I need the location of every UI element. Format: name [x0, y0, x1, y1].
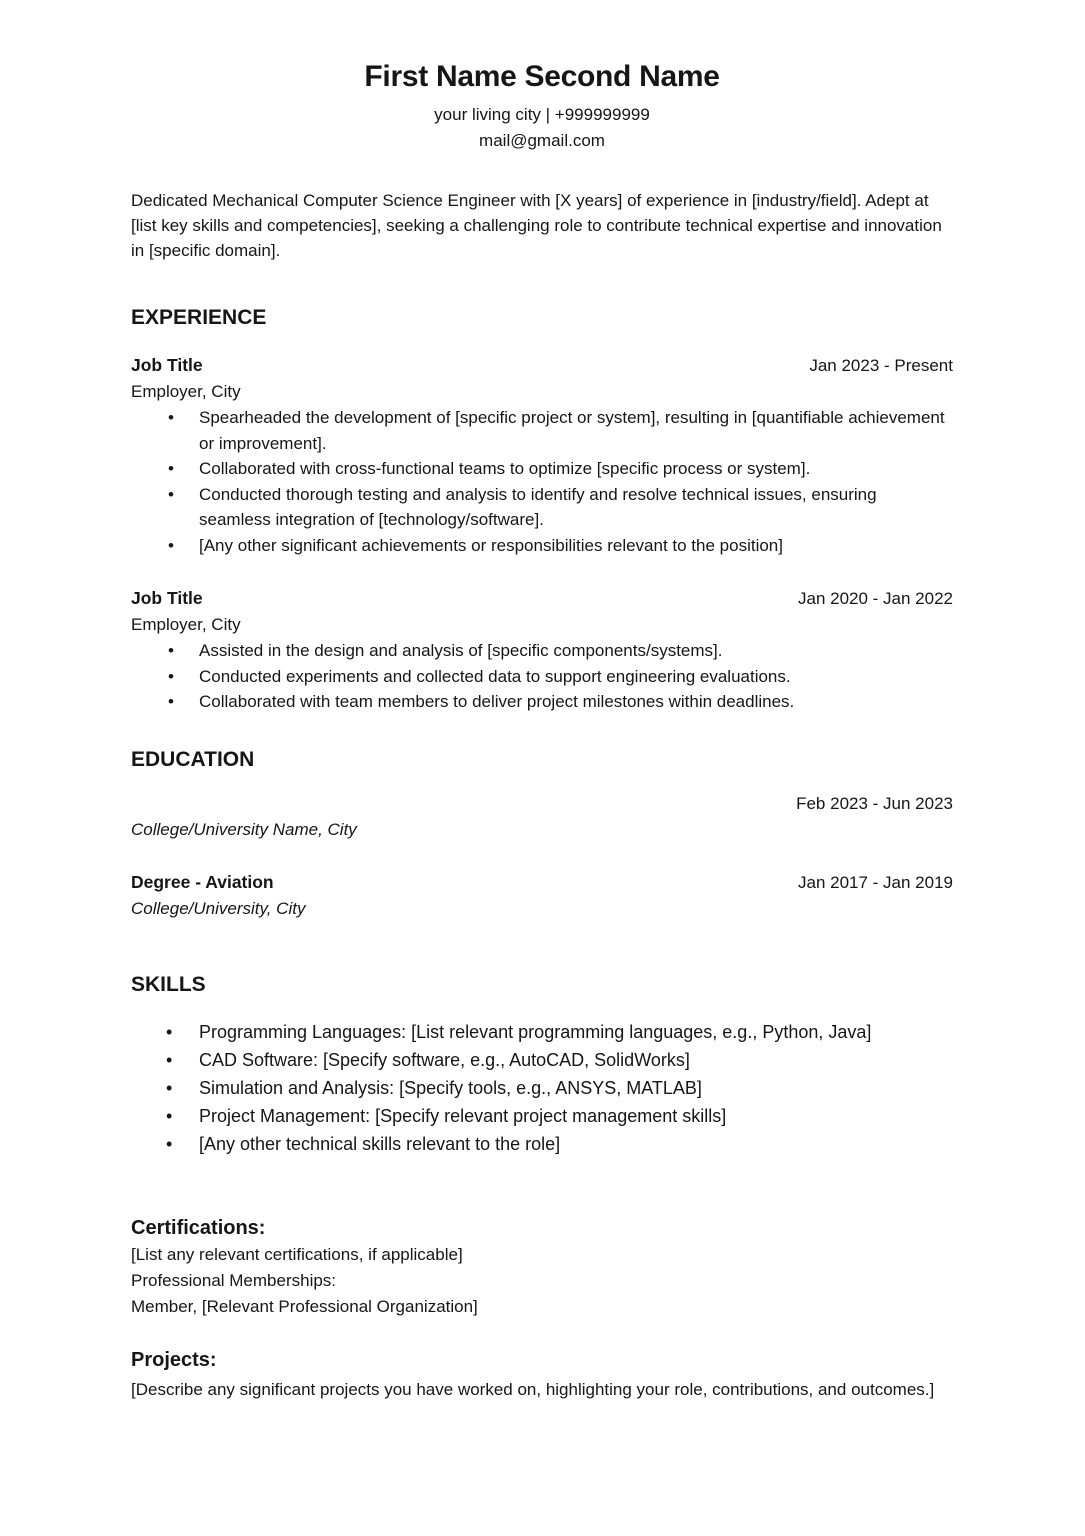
job-bullet: • Conducted experiments and collected data to support engineering evaluations.	[199, 664, 953, 690]
job-title: Job Title	[131, 588, 203, 608]
job-title-row	[131, 352, 953, 379]
skill-item: • CAD Software: [Specify software, e.g., AutoCAD, SolidWorks]	[199, 1046, 953, 1074]
job-bullet: • Collaborated with team members to deliver project milestones within deadlines.	[199, 689, 953, 715]
certification-line: Professional Memberships:	[131, 1270, 337, 1290]
job-bullet-list	[131, 638, 953, 715]
certifications-heading: Certifications:	[131, 1216, 266, 1239]
skills-heading: SKILLS	[131, 972, 206, 996]
resume-header	[131, 60, 953, 154]
education-section	[131, 747, 953, 922]
email-line: mail@gmail.com	[479, 131, 605, 150]
skills-list	[131, 1018, 953, 1158]
job-dates: Jan 2020 - Jan 2022	[797, 589, 953, 608]
job-title-row	[131, 585, 953, 612]
job-entry	[131, 585, 953, 715]
education-degree: Degree - Aviation	[131, 871, 274, 892]
job-title: Job Title	[131, 355, 203, 375]
job-bullet: • Assisted in the design and analysis of [specific components/systems].	[199, 638, 953, 664]
education-dates: Jan 2017 - Jan 2019	[797, 872, 953, 892]
job-bullet: • Collaborated with cross-functional teams to optimize [specific process or system].	[199, 456, 953, 482]
job-dates: Jan 2023 - Present	[809, 356, 953, 375]
summary-paragraph: Dedicated Mechanical Computer Science Engineer with [X years] of experience in [industry/field]. Adept at [list key skills and competencies], seeking a challenging role to contribute technical expertise and innovation in [specific domain].	[131, 191, 942, 260]
job-employer: Employer, City	[131, 382, 241, 401]
certifications-section	[131, 1214, 953, 1320]
experience-heading: EXPERIENCE	[131, 306, 267, 329]
projects-section	[131, 1346, 953, 1404]
skill-item: • [Any other technical skills relevant to the role]	[199, 1130, 953, 1158]
experience-section	[131, 305, 953, 715]
education-dates: Feb 2023 - Jun 2023	[796, 793, 953, 813]
job-employer: Employer, City	[131, 615, 241, 634]
projects-description: [Describe any significant projects you have worked on, highlighting your role, contributions, and outcomes.]	[131, 1379, 935, 1399]
certification-line: Member, [Relevant Professional Organization]	[131, 1296, 478, 1316]
education-entry	[131, 869, 953, 922]
skill-item: • Project Management: [Specify relevant project management skills]	[199, 1102, 953, 1130]
candidate-name: First Name Second Name	[364, 60, 720, 93]
certification-line: [List any relevant certifications, if applicable]	[131, 1244, 463, 1264]
job-bullet-list	[131, 405, 953, 558]
skills-section	[131, 972, 953, 1158]
education-title-row	[131, 869, 953, 896]
education-school: College/University Name, City	[131, 819, 357, 839]
skill-item: • Simulation and Analysis: [Specify tools, e.g., ANSYS, MATLAB]	[199, 1074, 953, 1102]
job-entry	[131, 352, 953, 558]
job-bullet: • [Any other significant achievements or responsibilities relevant to the position]	[199, 533, 953, 559]
job-bullet: • Spearheaded the development of [specific project or system], resulting in [quantifiable achievement or improvement].	[199, 405, 953, 456]
education-heading: EDUCATION	[131, 747, 255, 771]
projects-heading: Projects:	[131, 1348, 217, 1371]
contact-line: your living city | +999999999	[434, 105, 650, 124]
job-bullet: • Conducted thorough testing and analysis to identify and resolve technical issues, ensuring seamless integration of [technology/software].	[199, 482, 953, 533]
education-school: College/University, City	[131, 898, 306, 918]
education-entry	[131, 791, 953, 843]
skill-item: • Programming Languages: [List relevant programming languages, e.g., Python, Java]	[199, 1018, 953, 1046]
education-title-row	[131, 791, 953, 817]
